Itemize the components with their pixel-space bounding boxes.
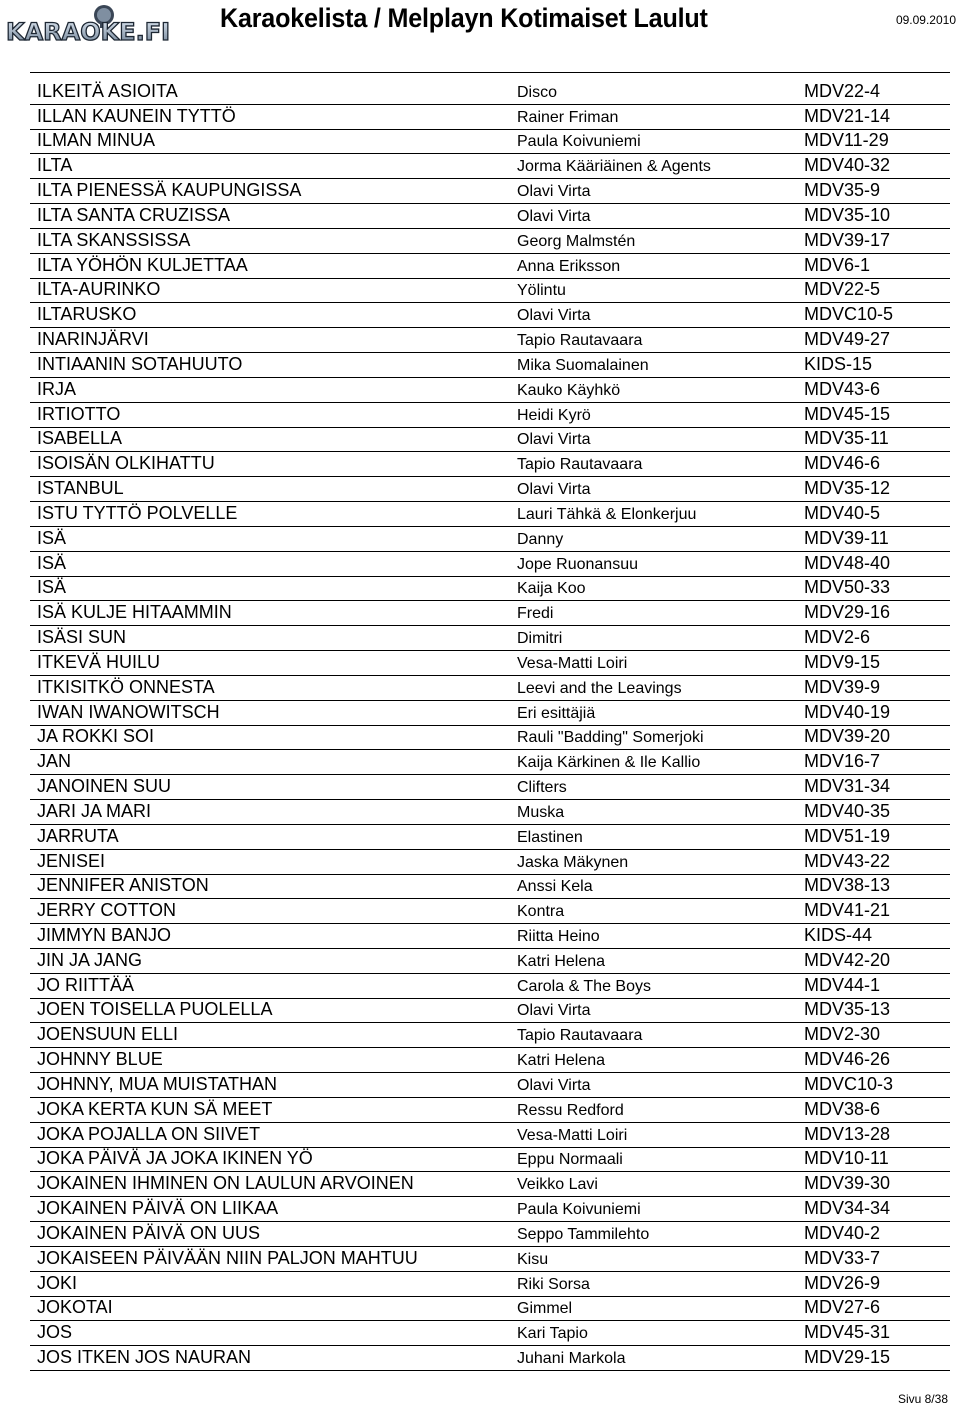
table-row (30, 452, 950, 477)
song-title: JOHNNY BLUE (37, 1049, 163, 1070)
song-code: MDV49-27 (804, 329, 891, 350)
song-title: JOKAINEN IHMINEN ON LAULUN ARVOINEN (37, 1173, 414, 1194)
table-row (30, 328, 950, 353)
table-row (30, 899, 950, 924)
song-title: JENISEI (37, 850, 106, 871)
song-title: IRJA (37, 378, 77, 399)
song-artist: Paula Koivuniemi (517, 133, 641, 151)
song-code: MDV43-22 (804, 850, 891, 871)
table-row (30, 626, 950, 651)
song-code: MDV39-9 (804, 676, 881, 697)
song-artist: Eppu Normaali (517, 1151, 623, 1169)
song-artist: Katri Helena (517, 952, 606, 970)
song-title: JOKA PÄIVÄ JA JOKA IKINEN YÖ (37, 1148, 313, 1169)
song-title: ISÄSI SUN (37, 627, 127, 648)
song-code: MDV40-5 (804, 502, 881, 523)
song-artist: Yölintu (517, 282, 566, 300)
song-code: MDVC10-5 (804, 304, 894, 325)
song-title: ILTA YÖHÖN KULJETTAA (37, 254, 248, 275)
song-artist: Gimmel (517, 1300, 573, 1318)
song-artist: Disco (517, 83, 558, 101)
table-row (30, 154, 950, 179)
table-row (30, 974, 950, 999)
song-code: MDV35-12 (804, 478, 891, 499)
song-title: JOKI (37, 1272, 78, 1293)
top-divider (30, 72, 950, 73)
table-row (30, 105, 950, 130)
table-row (30, 303, 950, 328)
table-row (30, 750, 950, 775)
song-code: MDV45-15 (804, 403, 891, 424)
song-code: MDV35-10 (804, 204, 891, 225)
song-code: MDV39-30 (804, 1173, 891, 1194)
table-row (30, 179, 950, 204)
song-code: MDV38-6 (804, 1098, 881, 1119)
song-table (30, 80, 950, 1371)
song-artist: Georg Malmstén (517, 232, 636, 250)
song-code: MDV34-34 (804, 1198, 891, 1219)
table-row (30, 999, 950, 1024)
print-date: 09.09.2010 (895, 13, 956, 27)
table-row (30, 775, 950, 800)
table-row (30, 1346, 950, 1371)
song-code: MDV31-34 (804, 776, 891, 797)
song-artist: Jope Ruonansuu (517, 555, 638, 573)
song-code: MDV50-33 (804, 577, 891, 598)
song-artist: Kauko Käyhkö (517, 381, 621, 399)
song-code: MDV46-26 (804, 1049, 891, 1070)
page-number: Sivu 8/38 (897, 1392, 948, 1406)
song-artist: Clifters (517, 779, 567, 797)
song-artist: Danny (517, 530, 564, 548)
song-artist: Olavi Virta (517, 307, 591, 325)
song-code: MDV45-31 (804, 1322, 891, 1343)
table-row (30, 229, 950, 254)
song-artist: Vesa-Matti Loiri (517, 654, 628, 672)
song-title: ILTA (37, 155, 73, 176)
song-title: JOKAINEN PÄIVÄ ON LIIKAA (37, 1198, 279, 1219)
table-row (30, 1148, 950, 1173)
song-title: ISÄ (37, 577, 67, 598)
song-title: JOENSUUN ELLI (37, 1024, 179, 1045)
song-artist: Veikko Lavi (517, 1176, 598, 1194)
song-artist: Lauri Tähkä & Elonkerjuu (517, 505, 697, 523)
song-code: MDV11-29 (804, 130, 889, 151)
table-row (30, 1048, 950, 1073)
song-code: MDV39-17 (804, 229, 891, 250)
song-artist: Tapio Rautavaara (517, 1027, 643, 1045)
song-artist: Kaija Koo (517, 580, 586, 598)
song-title: JOKAINEN PÄIVÄ ON UUS (37, 1222, 261, 1243)
song-title: IRTIOTTO (37, 403, 121, 424)
song-code: MDV39-11 (804, 527, 889, 548)
song-artist: Jorma Kääriäinen & Agents (517, 158, 711, 176)
song-code: MDV27-6 (804, 1297, 881, 1318)
song-code: MDV39-20 (804, 726, 891, 747)
table-row (30, 403, 950, 428)
song-title: ISABELLA (37, 428, 123, 449)
song-title: ISÄ (37, 552, 67, 573)
page-title: Karaokelista / Melplayn Kotimaiset Laulut (220, 3, 708, 33)
song-title: ITKEVÄ HUILU (37, 651, 161, 672)
table-row (30, 601, 950, 626)
table-row (30, 577, 950, 602)
table-row (30, 924, 950, 949)
song-artist: Katri Helena (517, 1052, 606, 1070)
song-code: MDV10-11 (804, 1148, 889, 1169)
song-title: JIN JA JANG (37, 949, 143, 970)
table-row (30, 552, 950, 577)
song-artist: Rauli "Badding" Somerjoki (517, 729, 704, 747)
table-row (30, 875, 950, 900)
song-artist: Jaska Mäkynen (517, 853, 629, 871)
song-title: ILLAN KAUNEIN TYTTÖ (37, 105, 236, 126)
song-title: JAN (37, 751, 72, 772)
song-artist: Anna Eriksson (517, 257, 621, 275)
table-row (30, 651, 950, 676)
song-code: MDV33-7 (804, 1247, 881, 1268)
table-row (30, 1023, 950, 1048)
song-code: MDV48-40 (804, 552, 891, 573)
song-code: MDV6-1 (804, 254, 871, 275)
song-title: JARI JA MARI (37, 800, 152, 821)
song-code: MDV21-14 (804, 105, 891, 126)
song-title: INARINJÄRVI (37, 329, 149, 350)
song-title: ISTANBUL (37, 478, 124, 499)
table-row (30, 428, 950, 453)
song-artist: Olavi Virta (517, 183, 591, 201)
table-row (30, 254, 950, 279)
song-code: MDV2-30 (804, 1024, 881, 1045)
song-title: ILTA SKANSSISSA (37, 229, 191, 250)
song-artist: Eri esittäjiä (517, 704, 596, 722)
song-title: INTIAANIN SOTAHUUTO (37, 353, 243, 374)
song-title: ILKEITÄ ASIOITA (37, 80, 178, 101)
song-code: MDV51-19 (804, 825, 891, 846)
song-artist: Juhani Markola (517, 1350, 626, 1368)
table-row (30, 527, 950, 552)
table-row (30, 1222, 950, 1247)
song-artist: Olavi Virta (517, 1002, 591, 1020)
page-header (0, 0, 960, 44)
song-code: MDV46-6 (804, 453, 881, 474)
song-artist: Dimitri (517, 630, 563, 648)
song-code: MDV44-1 (804, 974, 881, 995)
song-code: MDV40-35 (804, 800, 891, 821)
table-row (30, 1297, 950, 1322)
song-artist: Elastinen (517, 828, 583, 846)
song-title: ISOISÄN OLKIHATTU (37, 453, 215, 474)
song-artist: Fredi (517, 605, 554, 623)
song-artist: Muska (517, 803, 565, 821)
song-code: KIDS-15 (804, 353, 873, 374)
song-title: ILTA PIENESSÄ KAUPUNGISSA (37, 180, 302, 201)
song-artist: Vesa-Matti Loiri (517, 1126, 628, 1144)
song-title: JA ROKKI SOI (37, 726, 155, 747)
table-row (30, 502, 950, 527)
song-title: JOKAISEEN PÄIVÄÄN NIIN PALJON MAHTUU (37, 1247, 418, 1268)
song-artist: Riki Sorsa (517, 1275, 590, 1293)
song-code: MDV35-9 (804, 180, 881, 201)
logo-text: KARAOKE.FI (6, 18, 171, 46)
song-title: JENNIFER ANISTON (37, 875, 209, 896)
table-row (30, 1321, 950, 1346)
song-artist: Rainer Friman (517, 108, 619, 126)
song-title: IWAN IWANOWITSCH (37, 701, 220, 722)
song-code: MDV40-2 (804, 1222, 881, 1243)
song-code: MDV9-15 (804, 651, 881, 672)
song-artist: Seppo Tammilehto (517, 1225, 650, 1243)
song-title: JOEN TOISELLA PUOLELLA (37, 999, 273, 1020)
song-title: JOKOTAI (37, 1297, 113, 1318)
song-code: KIDS-44 (804, 924, 873, 945)
song-code: MDV16-7 (804, 751, 881, 772)
song-artist: Carola & The Boys (517, 977, 651, 995)
table-row (30, 949, 950, 974)
song-code: MDV43-6 (804, 378, 881, 399)
song-artist: Leevi and the Leavings (517, 679, 682, 697)
table-row (30, 1247, 950, 1272)
song-code: MDV40-19 (804, 701, 891, 722)
table-row (30, 726, 950, 751)
song-title: JARRUTA (37, 825, 119, 846)
song-artist: Olavi Virta (517, 431, 591, 449)
table-row (30, 701, 950, 726)
table-row (30, 1123, 950, 1148)
song-title: ILTARUSKO (37, 304, 137, 325)
table-row (30, 1098, 950, 1123)
song-title: JOS ITKEN JOS NAURAN (37, 1347, 252, 1368)
song-artist: Olavi Virta (517, 1076, 591, 1094)
song-code: MDV2-6 (804, 627, 871, 648)
song-code: MDV40-32 (804, 155, 891, 176)
song-code: MDV13-28 (804, 1123, 891, 1144)
table-row (30, 204, 950, 229)
song-artist: Paula Koivuniemi (517, 1201, 641, 1219)
song-artist: Anssi Kela (517, 878, 593, 896)
song-code: MDVC10-3 (804, 1073, 894, 1094)
table-row (30, 353, 950, 378)
song-title: JERRY COTTON (37, 900, 177, 921)
song-code: MDV26-9 (804, 1272, 881, 1293)
song-title: ILTA-AURINKO (37, 279, 161, 300)
table-row (30, 80, 950, 105)
song-title: JANOINEN SUU (37, 776, 172, 797)
song-title: ILTA SANTA CRUZISSA (37, 204, 231, 225)
table-row (30, 1197, 950, 1222)
table-row (30, 378, 950, 403)
table-row (30, 130, 950, 155)
song-code: MDV22-5 (804, 279, 881, 300)
song-code: MDV29-16 (804, 602, 891, 623)
song-artist: Kontra (517, 903, 565, 921)
song-code: MDV42-20 (804, 949, 891, 970)
table-row (30, 1272, 950, 1297)
table-row (30, 800, 950, 825)
song-code: MDV22-4 (804, 80, 881, 101)
table-row (30, 1073, 950, 1098)
table-row (30, 477, 950, 502)
song-artist: Olavi Virta (517, 481, 591, 499)
song-artist: Kari Tapio (517, 1325, 588, 1343)
table-row (30, 825, 950, 850)
song-artist: Kisu (517, 1250, 549, 1268)
song-artist: Tapio Rautavaara (517, 456, 643, 474)
table-row (30, 1172, 950, 1197)
song-code: MDV41-21 (804, 900, 891, 921)
song-title: JOKA POJALLA ON SIIVET (37, 1123, 261, 1144)
song-title: JOHNNY, MUA MUISTATHAN (37, 1073, 278, 1094)
song-title: JIMMYN BANJO (37, 924, 172, 945)
song-artist: Kaija Kärkinen & Ile Kallio (517, 754, 701, 772)
table-row (30, 850, 950, 875)
song-code: MDV35-11 (804, 428, 889, 449)
song-artist: Mika Suomalainen (517, 356, 649, 374)
song-code: MDV35-13 (804, 999, 891, 1020)
song-title: ISTU TYTTÖ POLVELLE (37, 502, 238, 523)
song-artist: Heidi Kyrö (517, 406, 591, 424)
song-code: MDV29-15 (804, 1347, 891, 1368)
table-row (30, 676, 950, 701)
song-code: MDV38-13 (804, 875, 891, 896)
song-artist: Ressu Redford (517, 1101, 624, 1119)
song-title: JOKA KERTA KUN SÄ MEET (37, 1098, 273, 1119)
karaoke-logo (4, 4, 171, 46)
song-title: ILMAN MINUA (37, 130, 156, 151)
song-artist: Tapio Rautavaara (517, 332, 643, 350)
song-title: ITKISITKÖ ONNESTA (37, 676, 215, 697)
song-artist: Olavi Virta (517, 207, 591, 225)
song-artist: Riitta Heino (517, 927, 600, 945)
table-row (30, 279, 950, 304)
song-title: ISÄ (37, 527, 67, 548)
song-title: JO RIITTÄÄ (37, 974, 135, 995)
song-title: JOS (37, 1322, 73, 1343)
song-title: ISÄ KULJE HITAAMMIN (37, 602, 232, 623)
